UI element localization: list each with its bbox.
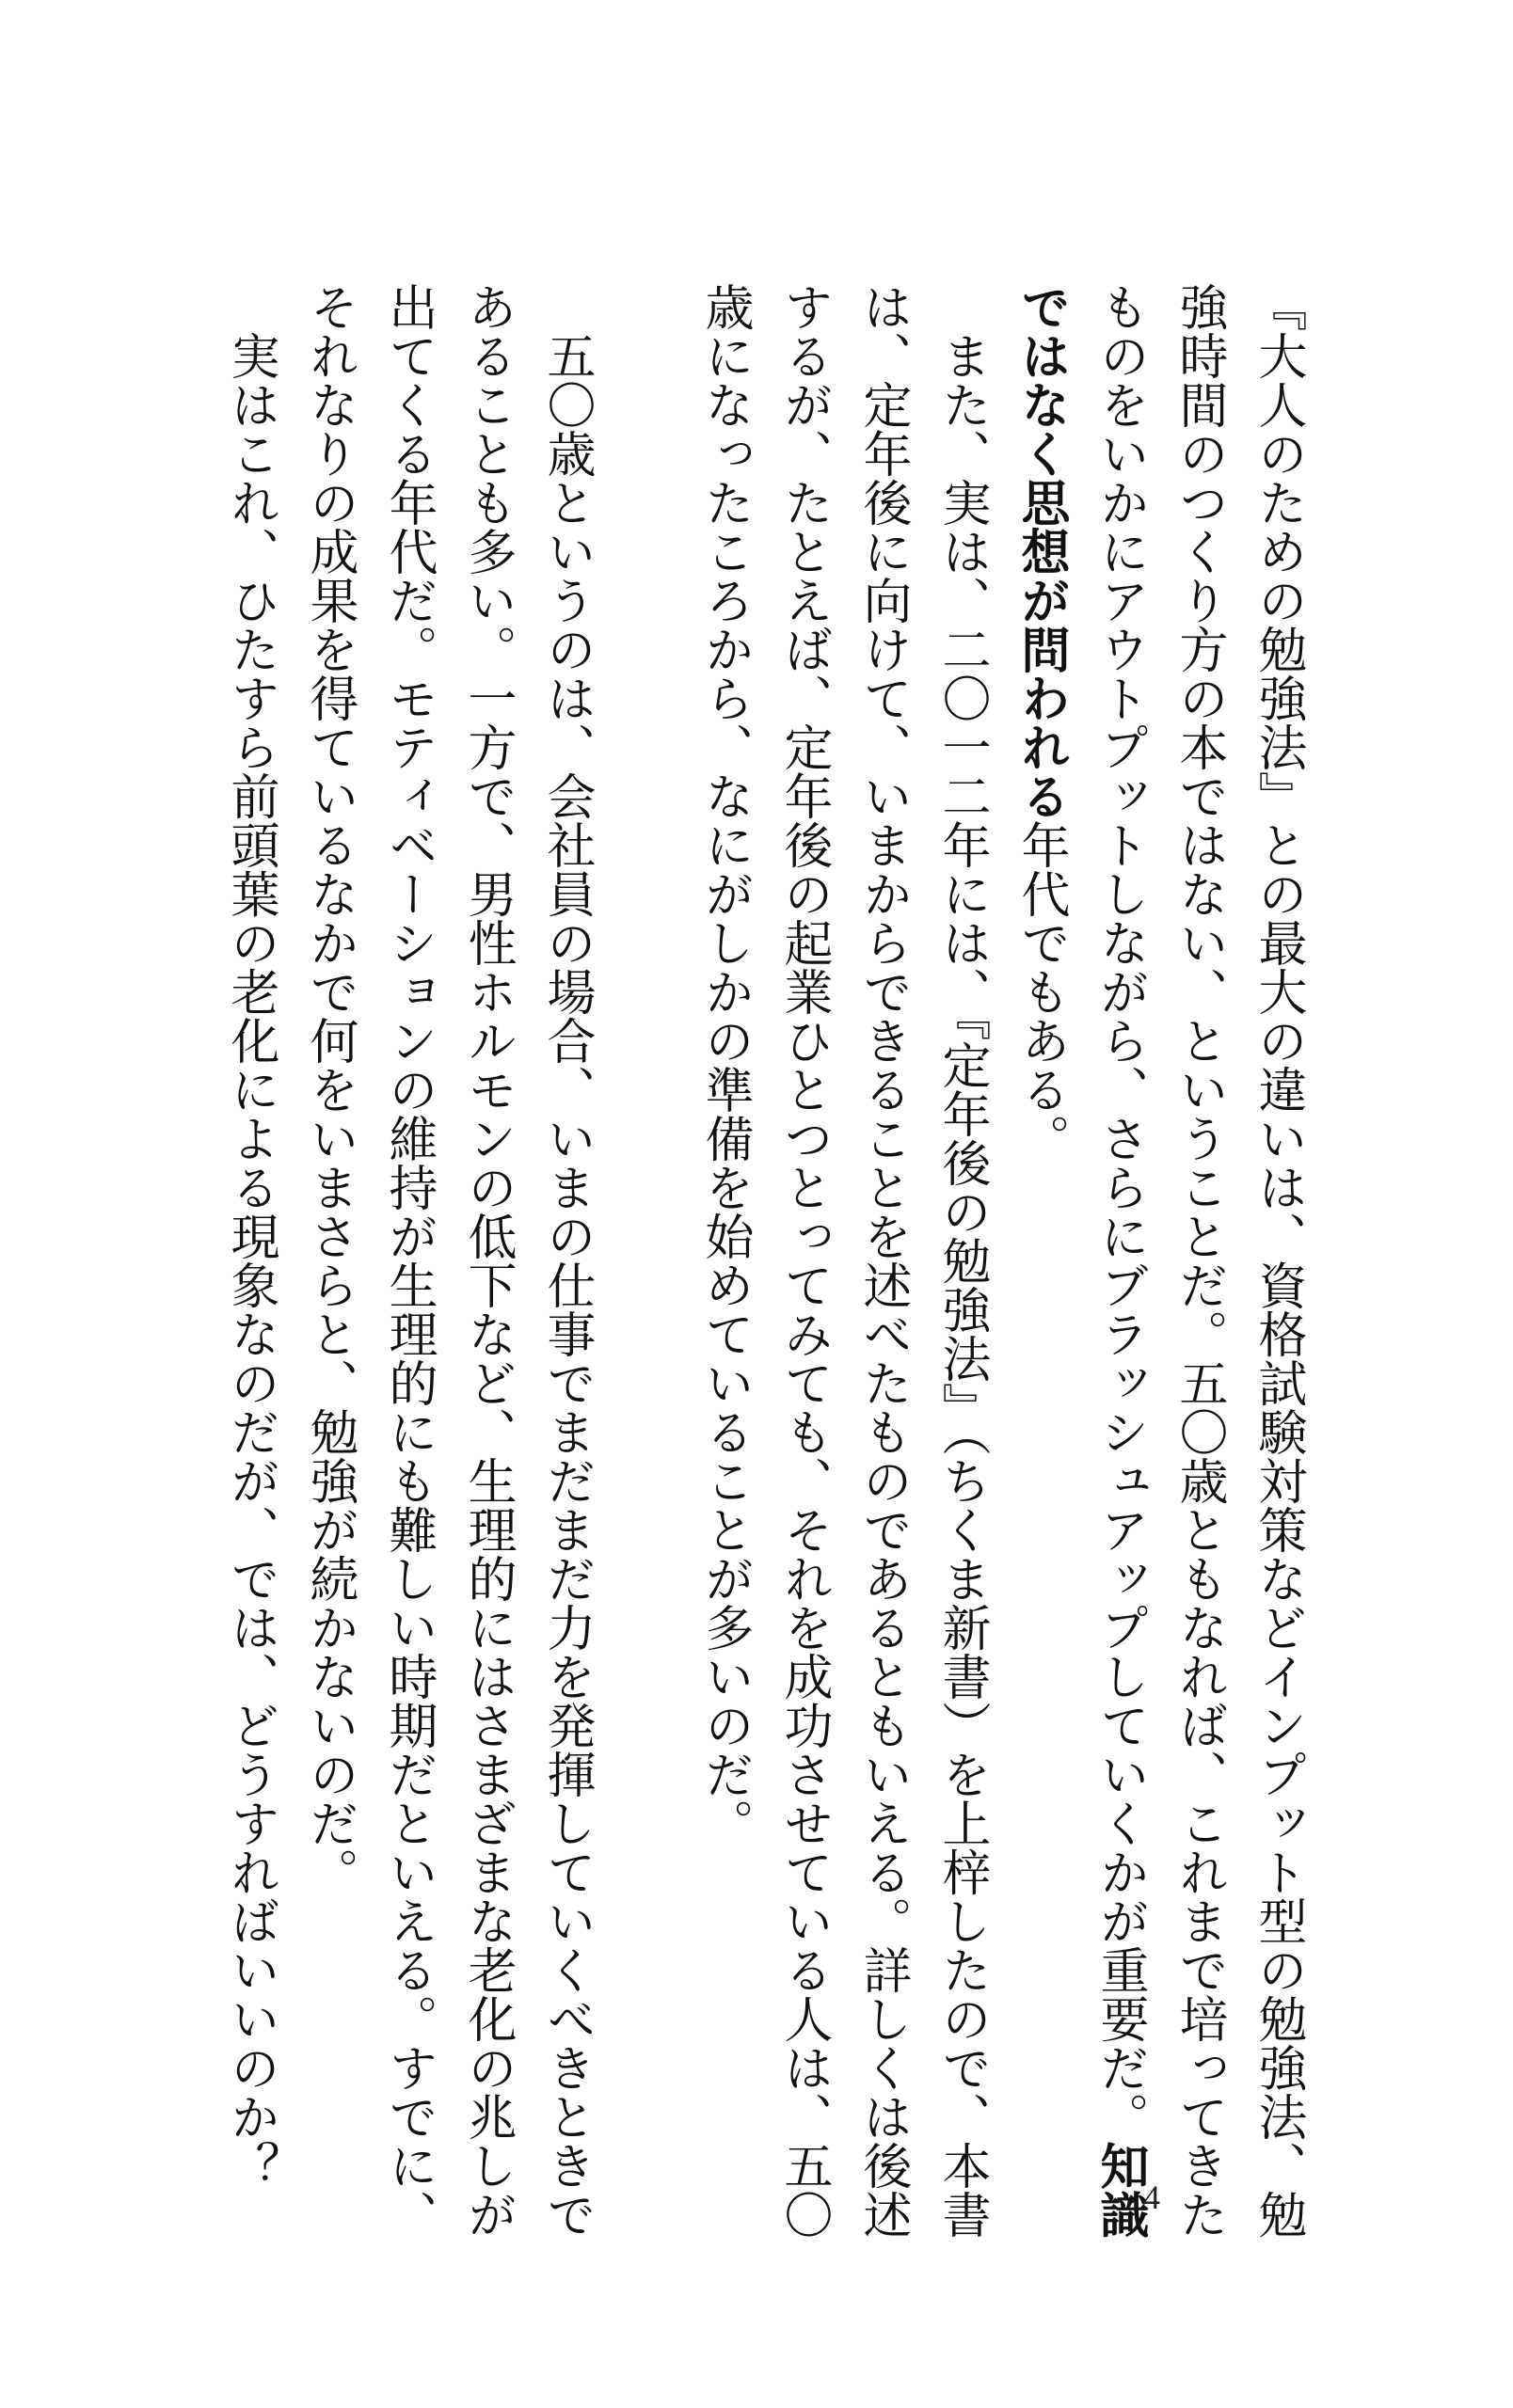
bold-text-segment: ではなく思想が問われる (1012, 282, 1069, 820)
text-line (1080, 282, 1159, 2239)
text-segment: 『大人のための勉強法』との最大の違いは、資格試験対策などインプット型の勉強法、勉 (1250, 282, 1306, 2239)
text-line (211, 282, 290, 2190)
text-segment: それなりの成果を得ているなかで何をいまさらと、勉強が続かないのだ。 (301, 282, 358, 1896)
text-line (922, 282, 1001, 2239)
text-line (448, 282, 527, 2239)
page-number: 4 (1143, 2178, 1160, 2216)
text-segment: するが、たとえば、定年後の起業ひとつとってみても、それを成功させている人は、五〇 (775, 282, 832, 2239)
text-line (764, 282, 843, 2239)
text-line (369, 282, 448, 2239)
body-text (211, 282, 1317, 2239)
text-line (290, 282, 369, 2126)
text-line (1001, 282, 1080, 2126)
text-segment: 実はこれ、ひたすら前頭葉の老化による現象なのだが、では、どうすればいいのか？ (222, 282, 279, 2190)
text-line (527, 282, 606, 2239)
text-line (1159, 282, 1238, 2239)
bold-text-segment: 知識 (1091, 2141, 1148, 2239)
text-segment: 強時間のつくり方の本ではない、ということだ。五〇歳ともなれば、これまで培ってきた (1171, 282, 1227, 2239)
text-segment: ものをいかにアウトプットしながら、さらにブラッシュアップしていくかが重要だ。 (1091, 282, 1148, 2141)
text-segment: また、実は、二〇一二年には、『定年後の勉強法』（ちくま新書）を上梓したので、本書 (933, 282, 990, 2239)
paragraph-gap (606, 282, 685, 2126)
text-segment: 五〇歳というのは、会社員の場合、いまの仕事でまだまだ力を発揮していくべきときで (538, 282, 595, 2239)
text-line (843, 282, 922, 2239)
text-segment: 歳になったころから、なにがしかの準備を始めていることが多いのだ。 (696, 282, 753, 1847)
text-segment: は、定年後に向けて、いまからできることを述べたものであるともいえる。詳しくは後述 (854, 282, 911, 2239)
text-segment: 出てくる年代だ。モティベーションの維持が生理的にも難しい時期だといえる。すでに、 (380, 282, 437, 2239)
text-line (1238, 282, 1317, 2239)
text-segment: あることも多い。一方で、男性ホルモンの低下など、生理的にはさまざまな老化の兆しが (459, 282, 516, 2239)
text-segment: 年代でもある。 (1012, 820, 1069, 1163)
text-line (685, 282, 764, 2126)
